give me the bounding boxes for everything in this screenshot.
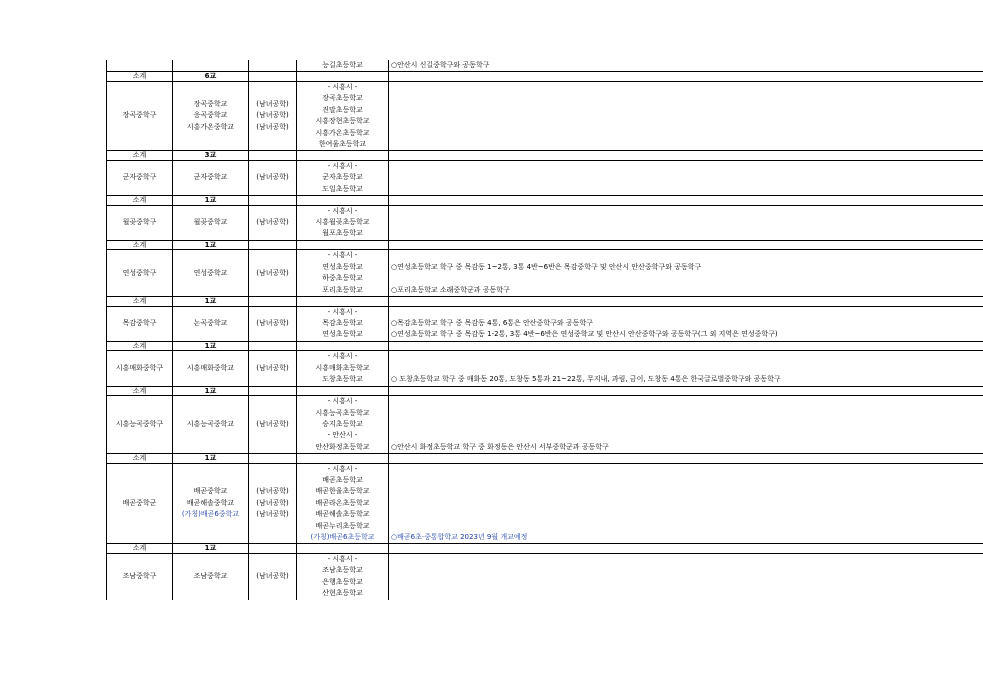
elementary-school: 군자초등학교 bbox=[322, 173, 363, 182]
elementary-school: - 안산시 - bbox=[327, 431, 358, 440]
middle-school: 응곡중학교 bbox=[193, 111, 228, 120]
middle-school: 연성중학교 bbox=[193, 268, 228, 277]
district-note-list bbox=[389, 82, 983, 151]
district-note bbox=[391, 408, 983, 419]
district-name: 월곶중학구 bbox=[107, 205, 173, 240]
elementary-school-list bbox=[297, 160, 389, 195]
school-type: (남녀공학) bbox=[256, 173, 289, 182]
district-name: 연성중학구 bbox=[107, 250, 173, 297]
middle-school: 조남중학교 bbox=[193, 572, 228, 581]
subtotal-count: 1교 bbox=[173, 544, 249, 554]
table-row bbox=[107, 250, 983, 297]
elementary-school: 안산화정초등학교 bbox=[315, 442, 370, 451]
school-type: (남녀공학) bbox=[256, 100, 289, 109]
elementary-school-list bbox=[297, 306, 389, 341]
subtotal-row bbox=[107, 454, 983, 464]
district-name: 시흥매화중학구 bbox=[107, 351, 173, 386]
middle-school: 시흥능곡중학교 bbox=[186, 419, 235, 428]
subtotal-count: 1교 bbox=[173, 240, 249, 250]
school-type-list bbox=[249, 160, 297, 195]
subtotal-label: 소계 bbox=[107, 196, 173, 206]
district-name: 목감중학구 bbox=[107, 306, 173, 341]
elementary-school: 시흥가온초등학교 bbox=[315, 128, 370, 137]
elementary-school: 시흥월곶초등학교 bbox=[315, 218, 370, 227]
school-type-list bbox=[249, 250, 297, 297]
elementary-school: 월포초등학교 bbox=[322, 229, 363, 238]
elementary-school: 한여울초등학교 bbox=[318, 139, 367, 148]
district-note bbox=[391, 430, 983, 441]
elementary-school: 시흥매화초등학교 bbox=[315, 363, 370, 372]
school-type: (남녀공학) bbox=[256, 572, 289, 581]
school-type: (남녀공학) bbox=[256, 487, 289, 496]
elementary-school: - 시흥시 - bbox=[327, 397, 358, 406]
middle-school-list bbox=[173, 306, 249, 341]
elementary-school: - 시흥시 - bbox=[327, 555, 358, 564]
elementary-school: - 시흥시 - bbox=[327, 206, 358, 215]
table-row bbox=[107, 351, 983, 386]
table-row bbox=[107, 160, 983, 195]
subtotal-count: 1교 bbox=[173, 386, 249, 396]
school-type-list bbox=[249, 205, 297, 240]
elementary-school: 하중초등학교 bbox=[322, 274, 363, 283]
subtotal-row bbox=[107, 151, 983, 161]
elementary-school: 조남초등학교 bbox=[322, 566, 363, 575]
subtotal-label: 소계 bbox=[107, 341, 173, 351]
subtotal-label: 소계 bbox=[107, 151, 173, 161]
school-type: (남녀공학) bbox=[256, 363, 289, 372]
school-type-list bbox=[249, 82, 297, 151]
elementary-school: 진말초등학교 bbox=[322, 105, 363, 114]
elementary-school: 배곧라온초등학교 bbox=[315, 498, 370, 507]
subtotal-count: 1교 bbox=[173, 341, 249, 351]
district-note bbox=[391, 419, 983, 430]
district-note-list bbox=[389, 351, 983, 386]
table-row bbox=[107, 205, 983, 240]
middle-school-list bbox=[173, 205, 249, 240]
district-note-list bbox=[389, 250, 983, 297]
middle-school: 배곧해솔중학교 bbox=[186, 498, 235, 507]
district-note: ○포리초등학교 소래중학군과 공동학구 bbox=[391, 285, 510, 294]
district-note-list bbox=[389, 463, 983, 544]
subtotal-label: 소계 bbox=[107, 386, 173, 396]
elementary-school: 연성초등학교 bbox=[322, 262, 363, 271]
subtotal-label: 소계 bbox=[107, 454, 173, 464]
elementary-school: 시흥장현초등학교 bbox=[315, 117, 370, 126]
elementary-school: 승지초등학교 bbox=[322, 419, 363, 428]
school-type: (남녀공학) bbox=[256, 319, 289, 328]
elementary-school: 도일초등학교 bbox=[322, 184, 363, 193]
district-note bbox=[391, 273, 983, 284]
elementary-school: - 시흥시 - bbox=[327, 307, 358, 316]
district-note bbox=[391, 396, 983, 407]
elementary-school: - 시흥시 - bbox=[327, 464, 358, 473]
district-note: ○목감초등학교 학구 중 목감동 4통, 6통은 안산중학구와 공동학구 bbox=[391, 319, 593, 328]
subtotal-count: 1교 bbox=[173, 297, 249, 307]
middle-school-list bbox=[173, 160, 249, 195]
district-name: 시흥능곡중학구 bbox=[107, 396, 173, 454]
district-note bbox=[391, 250, 983, 261]
middle-school: 군자중학교 bbox=[193, 173, 228, 182]
district-note-list bbox=[389, 396, 983, 454]
subtotal-row bbox=[107, 297, 983, 307]
district-note: ○안산시 신길중학구와 공동학구 bbox=[389, 60, 983, 72]
district-note: ○ 도창초등학교 학구 중 매화동 20통, 도창동 5통과 21~22통, 무지내, 과림, 금이, 도창동 4통은 한국글로벌중학구와 공동학구 bbox=[391, 375, 781, 384]
school-type-list bbox=[249, 554, 297, 600]
table-row bbox=[107, 396, 983, 454]
school-type: (남녀공학) bbox=[256, 122, 289, 131]
elementary-school-list bbox=[297, 554, 389, 600]
elementary-school: - 시흥시 - bbox=[327, 352, 358, 361]
district-note bbox=[391, 498, 983, 509]
subtotal-row bbox=[107, 196, 983, 206]
middle-school: 장곡중학교 bbox=[193, 100, 228, 109]
district-note: ○연성초등학교 학구 중 목감동 1~2통, 3통 4반~6반은 목감중학구 및 안산시 안산중학구와 공동학구 bbox=[391, 262, 702, 271]
elementary-school: 도창초등학교 bbox=[322, 375, 363, 384]
elementary-school: 시흥능곡초등학교 bbox=[315, 408, 370, 417]
elementary-school: 목감초등학교 bbox=[322, 319, 363, 328]
elementary-school: 능길초등학교 bbox=[297, 60, 389, 72]
district-note bbox=[391, 475, 983, 486]
elementary-school: 산현초등학교 bbox=[322, 589, 363, 598]
subtotal-count: 3교 bbox=[173, 151, 249, 161]
subtotal-row bbox=[107, 544, 983, 554]
subtotal-count: 6교 bbox=[173, 72, 249, 82]
school-type-list bbox=[249, 306, 297, 341]
school-type: (남녀공학) bbox=[256, 268, 289, 277]
district-name: 장곡중학구 bbox=[107, 82, 173, 151]
middle-school-list bbox=[173, 250, 249, 297]
subtotal-label: 소계 bbox=[107, 240, 173, 250]
district-note-list bbox=[389, 205, 983, 240]
school-type: (남녀공학) bbox=[256, 498, 289, 507]
district-note-list bbox=[389, 554, 983, 600]
elementary-school: 배곧한울초등학교 bbox=[315, 487, 370, 496]
subtotal-row bbox=[107, 240, 983, 250]
middle-school-list bbox=[173, 554, 249, 600]
school-type: (남녀공학) bbox=[256, 419, 289, 428]
elementary-school-list bbox=[297, 351, 389, 386]
elementary-school: - 시흥시 - bbox=[327, 83, 358, 91]
district-note: ○연성초등학교 학구 중 목감동 1-2통, 3통 4반~6반은 연성중학교 및 안산시 안산중학구와 공동학구(그 외 지역은 연성중학구) bbox=[391, 330, 778, 339]
middle-school: 배곧중학교 bbox=[193, 487, 228, 496]
subtotal-row bbox=[107, 386, 983, 396]
elementary-school: - 시흥시 - bbox=[327, 251, 358, 260]
elementary-school: - 시흥시 - bbox=[327, 161, 358, 170]
subtotal-label: 소계 bbox=[107, 297, 173, 307]
middle-school: 논곡중학교 bbox=[193, 319, 228, 328]
district-note bbox=[391, 486, 983, 497]
middle-school-list bbox=[173, 351, 249, 386]
district-note bbox=[391, 363, 983, 374]
elementary-school: 장곡초등학교 bbox=[322, 94, 363, 103]
subtotal-row bbox=[107, 72, 983, 82]
school-type-list bbox=[249, 351, 297, 386]
school-type: (남녀공학) bbox=[256, 218, 289, 227]
elementary-school-list bbox=[297, 396, 389, 454]
district-note bbox=[391, 509, 983, 520]
middle-school-list bbox=[173, 396, 249, 454]
elementary-school-list bbox=[297, 82, 389, 151]
school-type: (남녀공학) bbox=[256, 510, 289, 519]
school-district-table bbox=[106, 60, 983, 600]
district-note bbox=[391, 464, 983, 475]
elementary-school: 은행초등학교 bbox=[322, 577, 363, 586]
district-note bbox=[391, 307, 983, 318]
district-note: ○배곧6초·중통합학교 2023년 9월 개교예정 bbox=[391, 533, 528, 542]
school-type: (남녀공학) bbox=[256, 111, 289, 120]
middle-school: (가칭)배곧6중학교 bbox=[181, 510, 240, 519]
subtotal-label: 소계 bbox=[107, 544, 173, 554]
elementary-school-list bbox=[297, 463, 389, 544]
middle-school-list bbox=[173, 463, 249, 544]
table-row bbox=[107, 60, 983, 72]
elementary-school: 포리초등학교 bbox=[322, 285, 363, 294]
school-type-list bbox=[249, 463, 297, 544]
middle-school: 시흥가온중학교 bbox=[186, 122, 235, 131]
district-name: 군자중학구 bbox=[107, 160, 173, 195]
subtotal-label: 소계 bbox=[107, 72, 173, 82]
elementary-school: 연성초등학교 bbox=[322, 330, 363, 339]
district-note bbox=[391, 521, 983, 532]
middle-school-list bbox=[173, 82, 249, 151]
subtotal-count: 1교 bbox=[173, 196, 249, 206]
elementary-school: 배곧초등학교 bbox=[322, 476, 363, 485]
elementary-school-list bbox=[297, 205, 389, 240]
elementary-school: (가칭)배곧6초등학교 bbox=[310, 533, 375, 542]
district-name: 배곧중학군 bbox=[107, 463, 173, 544]
district-note: ○안산시 화정초등학교 학구 중 화정동은 안산시 서부중학군과 공동학구 bbox=[391, 442, 609, 451]
district-name: 조남중학구 bbox=[107, 554, 173, 600]
district-note bbox=[391, 351, 983, 362]
elementary-school: 배곧누리초등학교 bbox=[315, 521, 370, 530]
elementary-school-list bbox=[297, 250, 389, 297]
table-row bbox=[107, 463, 983, 544]
table-row bbox=[107, 554, 983, 600]
district-note-list bbox=[389, 306, 983, 341]
middle-school: 시흥매화중학교 bbox=[186, 363, 235, 372]
district-note-list bbox=[389, 160, 983, 195]
table-row bbox=[107, 306, 983, 341]
elementary-school: 배곧해솔초등학교 bbox=[315, 510, 370, 519]
subtotal-count: 1교 bbox=[173, 454, 249, 464]
middle-school: 월곶중학교 bbox=[193, 218, 228, 227]
subtotal-row bbox=[107, 341, 983, 351]
school-type-list bbox=[249, 396, 297, 454]
table-row bbox=[107, 82, 983, 151]
